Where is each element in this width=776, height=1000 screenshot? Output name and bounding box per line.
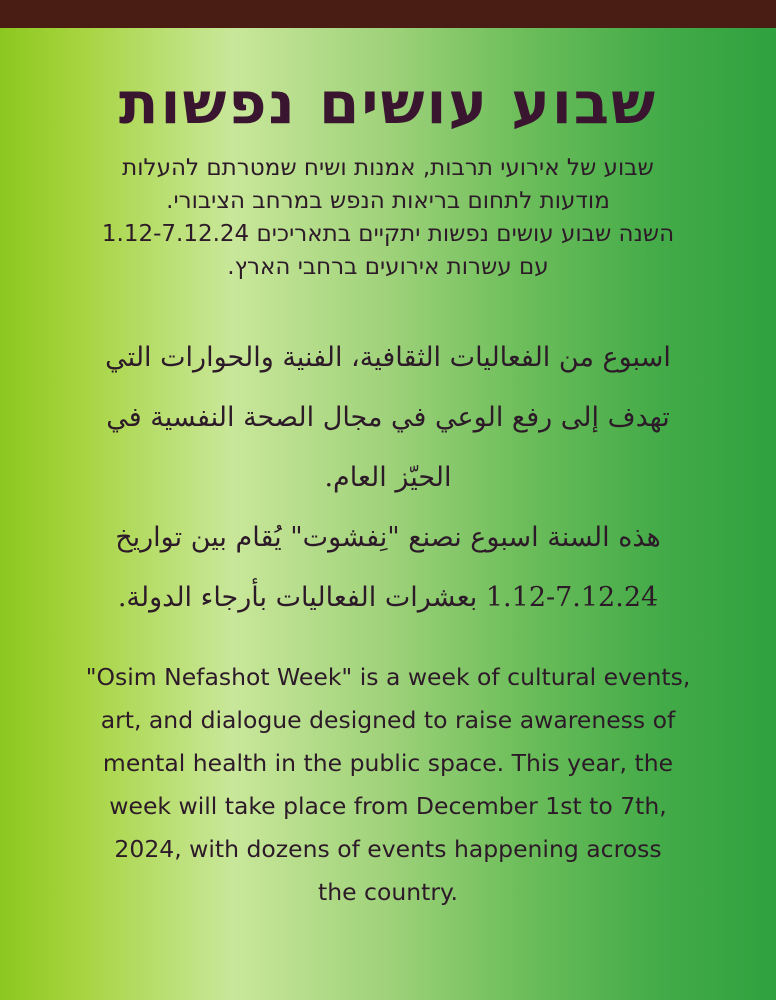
english-line: the country. xyxy=(317,878,459,906)
hebrew-line: עם עשרות אירועים ברחבי הארץ. xyxy=(227,254,549,280)
english-line: "Osim Nefashot Week" is a week of cultural events, xyxy=(85,663,691,691)
top-bar xyxy=(0,0,776,28)
arabic-line: اسبوع من الفعاليات الثقافية، الفنية والحوارات التي xyxy=(105,342,671,373)
english-line: art, and dialogue designed to raise awareness of xyxy=(100,706,676,734)
arabic-line: الحيّز العام. xyxy=(324,462,452,493)
arabic-line: هذه السنة اسبوع نصنع "نِفشوت" يُقام بين تواريخ xyxy=(115,522,661,553)
hebrew-description xyxy=(40,152,736,284)
english-line: 2024, with dozens of events happening across xyxy=(114,835,662,863)
english-line: mental health in the public space. This year, the xyxy=(102,749,674,777)
announcement-content xyxy=(0,28,776,1000)
english-line: week will take place from December 1st to 7th, xyxy=(109,792,667,820)
hebrew-line: השנה שבוע עושים נפשות יתקיים בתאריכים 1.12-7.12.24 xyxy=(101,221,675,247)
arabic-line: 1.12-7.12.24 بعشرات الفعاليات بأرجاء الدولة. xyxy=(117,582,659,613)
arabic-description xyxy=(40,328,736,628)
hebrew-line: שבוע של אירועי תרבות, אמנות ושיח שמטרתם להעלות xyxy=(122,155,654,181)
page-title: שבוע עושים נפשות xyxy=(118,69,658,137)
hebrew-line: מודעות לתחום בריאות הנפש במרחב הציבורי. xyxy=(166,188,610,214)
arabic-line: تهدف إلى رفع الوعي في مجال الصحة النفسية في xyxy=(106,402,670,433)
english-description xyxy=(40,656,736,914)
